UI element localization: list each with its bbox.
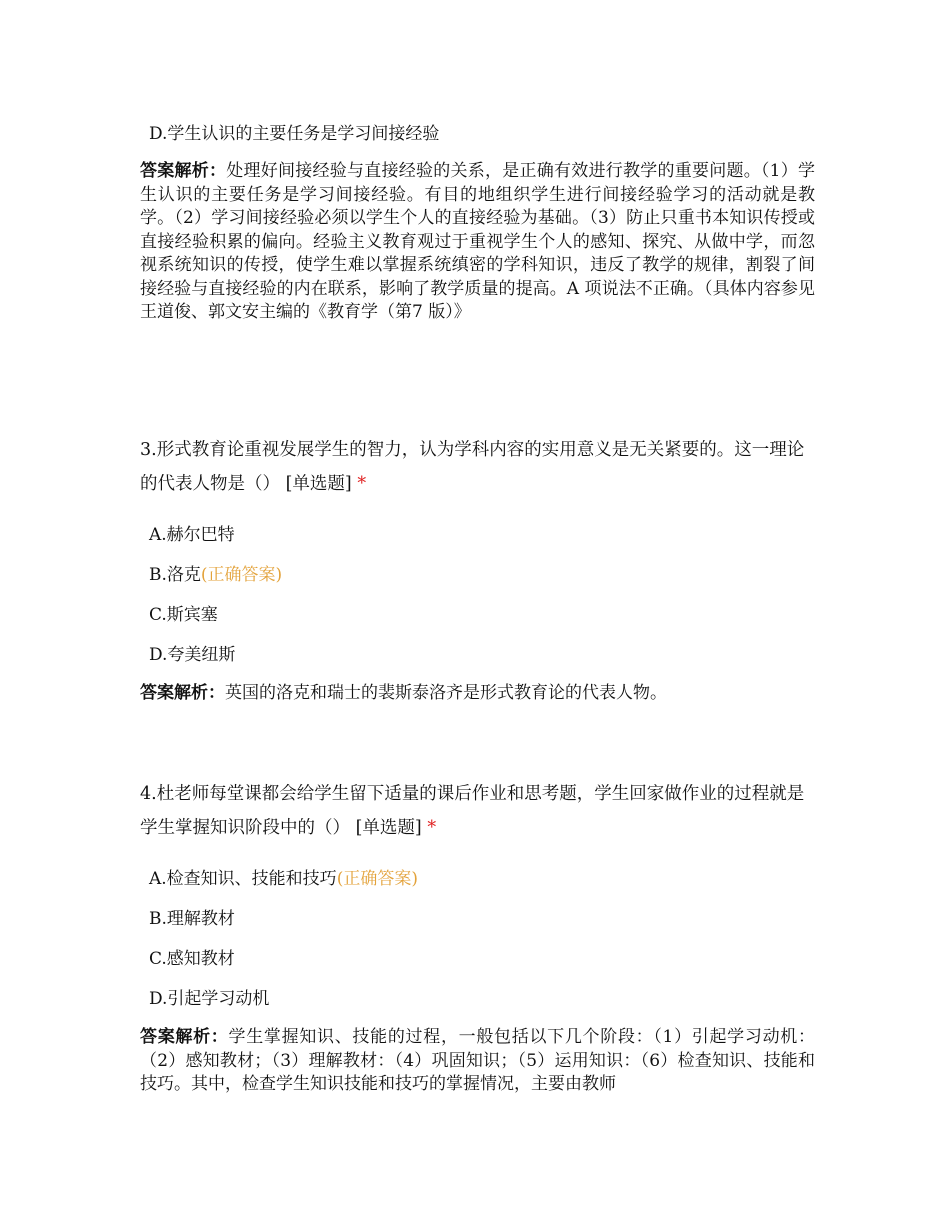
- q4-question: [140, 777, 815, 845]
- q3-question: [140, 433, 815, 501]
- q4-required-mark: *: [427, 818, 437, 838]
- q2-analysis-text: 处理好间接经验与直接经验的关系，是正确有效进行教学的重要问题。（1）学生认识的主要任务是学习间接经验。有目的地组织学生进行间接经验学习的活动就是教学。（2）学习间接经验必须以学生个人的直接经验为基础。（3）防止只重书本知识传授或直接经验积累的偏向。经验主义教育观过于重视学生个人的感知、探究、从做中学，而忽视系统知识的传授，使学生难以掌握系统缜密的学科知识，违反了教学的规律，割裂了间接经验与直接经验的内在联系，影响了教学质量的提高。A 项说法不正确。（具体内容参见王道俊、郭文安主编的《教育学（第7 版）》: [140, 161, 815, 322]
- q3-analysis-label: 答案解析：: [140, 683, 225, 703]
- q2-analysis-label: 答案解析：: [140, 161, 227, 181]
- q4-option-d: D.引起学习动机: [149, 989, 270, 1009]
- q3-option-c: C.斯宾塞: [149, 605, 218, 625]
- q3-type-label: [单选题]: [285, 474, 352, 494]
- q3-option-d: D.夸美纽斯: [149, 645, 236, 665]
- q4-analysis-text: 学生掌握知识、技能的过程，一般包括以下几个阶段：（1）引起学习动机：（2）感知教材；（3）理解教材：（4）巩固知识；（5）运用知识：（6）检查知识、技能和技巧。其中，检查学生知识技能和技巧的掌握情况，主要由教师: [140, 1027, 815, 1094]
- q4-analysis: [140, 1026, 815, 1097]
- q3-option-b: [149, 564, 282, 586]
- q3-stem: 3.形式教育论重视发展学生的智力，认为学科内容的实用意义是无关紧要的。这一理论的代表人物是（）: [140, 440, 805, 494]
- q4-analysis-label: 答案解析：: [140, 1027, 229, 1047]
- q3-option-a: A.赫尔巴特: [149, 525, 235, 545]
- q3-option-b-label: B.洛克: [149, 565, 201, 585]
- q4-option-a-label: A.检查知识、技能和技巧: [149, 869, 337, 889]
- q4-option-b: B.理解教材: [149, 909, 235, 929]
- q2-option-d: D.学生认识的主要任务是学习间接经验: [149, 124, 440, 144]
- q4-correct-tag: (正确答案): [336, 869, 418, 889]
- q4-stem: 4.杜老师每堂课都会给学生留下适量的课后作业和思考题，学生回家做作业的过程就是学生掌握知识阶段中的（）: [140, 784, 805, 838]
- q3-correct-tag: (正确答案): [200, 565, 283, 585]
- q2-analysis: [140, 160, 815, 325]
- q3-analysis: [140, 682, 815, 706]
- q4-option-c: C.感知教材: [149, 949, 235, 969]
- q4-type-label: [单选题]: [355, 818, 422, 838]
- q4-option-a: [149, 868, 418, 890]
- q3-analysis-text: 英国的洛克和瑞士的裴斯泰洛齐是形式教育论的代表人物。: [225, 683, 667, 703]
- q3-required-mark: *: [357, 474, 367, 494]
